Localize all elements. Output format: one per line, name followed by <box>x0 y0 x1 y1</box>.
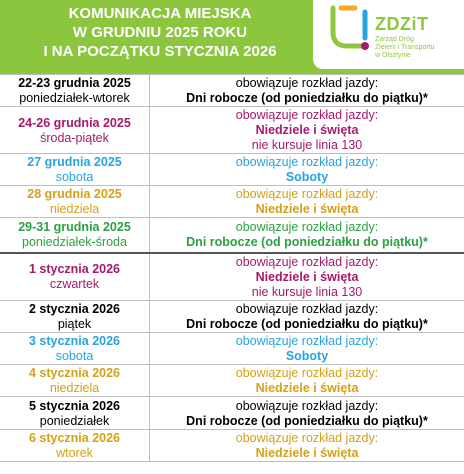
date-cell <box>0 186 150 218</box>
title-line-3: I NA POCZĄTKU STYCZNIA 2026 <box>43 43 277 60</box>
schedule-note: obowiązuje rozkład jazdy: <box>235 187 379 201</box>
date-label: 6 stycznia 2026 <box>28 431 121 445</box>
date-cell <box>0 75 150 107</box>
schedule-extra: nie kursuje linia 130 <box>251 138 363 152</box>
table-row <box>0 333 464 365</box>
schedule-note: obowiązuje rozkład jazdy: <box>235 108 379 122</box>
date-cell <box>0 107 150 154</box>
schedule-cell <box>150 75 464 107</box>
schedule-name: Dni robocze (od poniedziałku do piątku)* <box>186 317 428 331</box>
date-cell <box>0 397 150 430</box>
schedule-note: obowiązuje rozkład jazdy: <box>235 155 379 169</box>
date-label: 28 grudnia 2025 <box>27 187 122 201</box>
date-cell <box>0 301 150 333</box>
date-label: 29-31 grudnia 2025 <box>18 220 131 235</box>
logo-subtitle-line-3: w Olsztynie <box>375 52 411 59</box>
logo-subtitle-line-2: Zieleni i Transportu <box>375 44 435 51</box>
table-row <box>0 301 464 333</box>
weekday-label: czwartek <box>49 277 100 292</box>
title-line-2: W GRUDNIU 2025 ROKU <box>72 24 248 41</box>
table-row <box>0 253 464 301</box>
logo <box>313 0 464 69</box>
date-label: 22-23 grudnia 2025 <box>18 76 131 90</box>
page-title <box>0 4 320 61</box>
schedule-note: obowiązuje rozkład jazdy: <box>235 302 379 316</box>
weekday-label: niedziela <box>49 381 100 395</box>
schedule-note: obowiązuje rozkład jazdy: <box>235 76 379 90</box>
schedule-name: Niedziele i święta <box>255 446 359 460</box>
schedule-cell <box>150 301 464 333</box>
table-row <box>0 154 464 186</box>
schedule-cell <box>150 154 464 186</box>
schedule-name: Niedziele i święta <box>255 381 359 395</box>
table-row <box>0 107 464 154</box>
schedule-name: Dni robocze (od poniedziałku do piątku)* <box>186 413 428 428</box>
table-row <box>0 365 464 397</box>
schedule-note: obowiązuje rozkład jazdy: <box>235 366 379 380</box>
date-label: 1 stycznia 2026 <box>28 262 121 277</box>
table-row <box>0 430 464 462</box>
table-row <box>0 186 464 218</box>
date-label: 5 stycznia 2026 <box>28 398 121 413</box>
schedule-cell <box>150 107 464 154</box>
schedule-cell <box>150 365 464 397</box>
weekday-label: poniedziałek-wtorek <box>19 91 130 105</box>
date-label: 27 grudnia 2025 <box>27 155 122 169</box>
schedule-name: Niedziele i święta <box>255 123 359 137</box>
date-label: 4 stycznia 2026 <box>28 366 121 380</box>
schedule-name: Soboty <box>285 170 329 184</box>
date-cell <box>0 430 150 462</box>
logo-subtitle-line-1: Zarząd Dróg <box>375 36 414 43</box>
logo-name: ZDZiT <box>375 14 429 34</box>
weekday-label: środa-piątek <box>40 130 109 145</box>
date-cell <box>0 365 150 397</box>
weekday-label: sobota <box>55 349 94 363</box>
schedule-name: Dni robocze (od poniedziałku do piątku)* <box>186 235 428 250</box>
schedule-cell <box>150 253 464 301</box>
schedule-note: obowiązuje rozkład jazdy: <box>235 254 379 269</box>
logo-subtitle <box>375 36 435 60</box>
weekday-label: wtorek <box>56 446 93 460</box>
weekday-label: sobota <box>55 170 94 184</box>
weekday-label: piątek <box>57 317 92 331</box>
schedule-cell <box>150 333 464 365</box>
date-cell <box>0 218 150 253</box>
title-line-1: KOMUNIKACJA MIEJSKA <box>68 5 252 22</box>
weekday-label: poniedziałek-środa <box>22 235 127 250</box>
table-row <box>0 397 464 430</box>
date-label: 3 stycznia 2026 <box>28 334 121 348</box>
schedule-note: obowiązuje rozkład jazdy: <box>235 431 379 445</box>
date-label: 2 stycznia 2026 <box>28 302 121 316</box>
date-label: 24-26 grudnia 2025 <box>18 115 131 130</box>
schedule-name: Dni robocze (od poniedziałku do piątku)* <box>186 91 428 105</box>
weekday-label: poniedziałek <box>39 413 110 428</box>
schedule-note: obowiązuje rozkład jazdy: <box>235 334 379 348</box>
schedule-cell <box>150 397 464 430</box>
weekday-label: niedziela <box>49 202 100 216</box>
date-cell <box>0 154 150 186</box>
schedule-cell <box>150 218 464 253</box>
schedule-note: obowiązuje rozkład jazdy: <box>235 398 379 413</box>
schedule-cell <box>150 430 464 462</box>
date-cell <box>0 253 150 301</box>
schedule-note: obowiązuje rozkład jazdy: <box>235 220 379 235</box>
schedule-name: Soboty <box>285 349 329 363</box>
table-row <box>0 75 464 107</box>
date-cell <box>0 333 150 365</box>
schedule-cell <box>150 186 464 218</box>
schedule-extra: nie kursuje linia 130 <box>251 284 363 299</box>
schedule-table <box>0 74 464 462</box>
header-banner <box>0 0 464 74</box>
table-row <box>0 218 464 253</box>
schedule-name: Niedziele i święta <box>255 269 359 284</box>
zdzit-logo-icon <box>325 2 373 64</box>
schedule-name: Niedziele i święta <box>255 202 359 216</box>
